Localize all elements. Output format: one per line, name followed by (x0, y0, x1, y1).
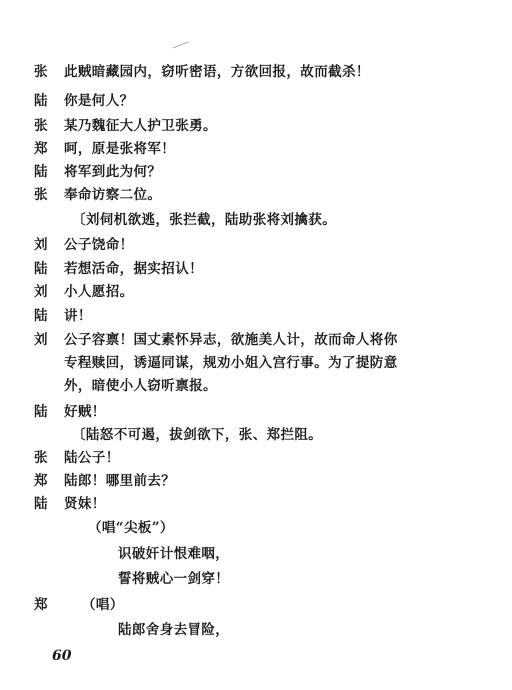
speaker-name: 刘 (34, 237, 48, 253)
speaker-name: 陆 (34, 164, 48, 180)
line-text: 呵，原是张将军！ (64, 141, 176, 157)
speaker-name: 张 (34, 450, 48, 466)
line-text: 公子容禀！国丈素怀异志，欲施美人计，故而命人将你 (64, 332, 398, 348)
line-text: 好贼！ (64, 404, 106, 420)
line-text: 识破奸计恨难咽， (118, 546, 230, 562)
line-text: 外，暗使小人窃听禀报。 (64, 378, 217, 394)
speaker-name: 张 (34, 64, 48, 80)
speaker-name: 刘 (34, 332, 48, 348)
speaker-name: 郑 (34, 141, 48, 157)
speaker-name: 郑 (34, 473, 48, 489)
speaker-name: 郑 (34, 597, 48, 613)
line-text: 奉命访察二位。 (64, 187, 162, 203)
line-text: 你是何人？ (64, 93, 134, 109)
speaker-name: 刘 (34, 284, 48, 300)
line-text: 誓将贼心一剑穿！ (118, 571, 230, 587)
page-number: 60 (52, 648, 72, 664)
line-text: 〔陆怒不可遏，拔剑欲下，张、郑拦阻。 (72, 427, 323, 443)
line-text: 陆郎舍身去冒险， (118, 622, 230, 638)
line-text: 小人愿招。 (64, 284, 134, 300)
line-text: 贤妹！ (64, 496, 106, 512)
stray-pen-mark (172, 40, 190, 50)
speaker-name: 张 (34, 118, 48, 134)
line-text: 将军到此为何？ (64, 164, 162, 180)
line-text: 讲！ (64, 308, 92, 324)
speaker-name: 陆 (34, 261, 48, 277)
speaker-name: 陆 (34, 404, 48, 420)
speaker-name: 陆 (34, 93, 48, 109)
line-text: 陆郎！哪里前去？ (64, 473, 176, 489)
line-text: 某乃魏征大人护卫张勇。 (64, 118, 217, 134)
line-text: 陆公子！ (64, 450, 120, 466)
line-text: 〔刘伺机欲逃，张拦截，陆助张将刘擒获。 (72, 212, 337, 228)
speaker-name: 陆 (34, 308, 48, 324)
line-text: 此贼暗藏园内，窃听密语，方欲回报，故而截杀！ (64, 64, 370, 80)
speaker-name: 陆 (34, 496, 48, 512)
line-text: （唱“尖板”） (88, 520, 174, 536)
line-text: 若想活命，据实招认！ (64, 261, 203, 277)
line-text: 公子饶命！ (64, 237, 134, 253)
line-text: （唱） (82, 597, 124, 613)
speaker-name: 张 (34, 187, 48, 203)
line-text: 专程赎回，诱逼同谋，规劝小姐入宫行事。为了提防意 (64, 355, 398, 371)
